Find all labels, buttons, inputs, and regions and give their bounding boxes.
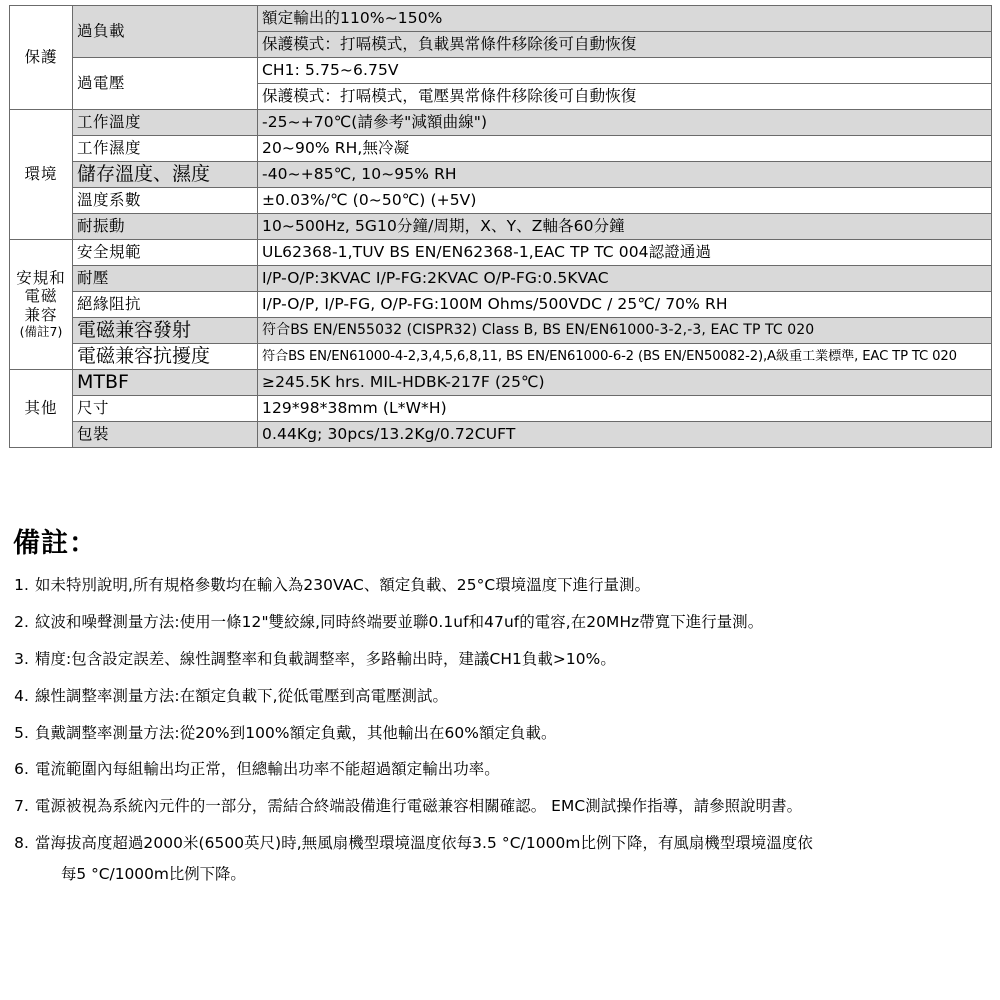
row-label-vibration: 耐振動 <box>73 214 258 240</box>
table-row <box>10 422 992 448</box>
note-item-8-continuation: 每5 °C/1000m比例下降。 <box>61 864 246 883</box>
table-row <box>10 110 992 136</box>
notes-section <box>9 528 991 885</box>
note-item-3 <box>9 641 991 678</box>
row-value-overvoltage-range: CH1: 5.75~6.75V <box>258 58 992 84</box>
row-label-overvoltage: 過電壓 <box>73 58 258 110</box>
row-label-mtbf: MTBF <box>73 370 258 396</box>
row-label-isolation-resistance: 絕緣阻抗 <box>73 292 258 318</box>
group-label-environment <box>10 110 73 240</box>
group-label-text: 其他 <box>24 399 58 418</box>
group-label-stack <box>14 269 68 340</box>
group-label-protection <box>10 6 73 110</box>
spec-table-body <box>10 6 992 448</box>
row-value-vibration: 10~500Hz, 5G10分鐘/周期，X、Y、Z軸各60分鐘 <box>258 214 992 240</box>
table-row <box>10 344 992 370</box>
row-label-emc-immunity: 電磁兼容抗擾度 <box>73 344 258 370</box>
note-text: 紋波和噪聲測量方法:使用一條12"雙絞線,同時終端要並聯0.1uf和47uf的電容,在20MHz帶寬下進行量測。 <box>35 613 764 632</box>
table-row <box>10 396 992 422</box>
row-value-isolation-resistance: I/P-O/P, I/P-FG, O/P-FG:100M Ohms/500VDC / 25℃/ 70% RH <box>258 292 992 318</box>
note-number: 7. <box>14 797 29 816</box>
group-label-text: 環境 <box>24 165 58 184</box>
table-row <box>10 266 992 292</box>
note-item-1 <box>9 567 991 604</box>
note-text: 負戴調整率測量方法:從20%到100%額定負戴，其他輸出在60%額定負載。 <box>35 723 557 742</box>
table-row <box>10 188 992 214</box>
note-text: 電流範圍內每組輸出均正常，但總輸出功率不能超過額定輸出功率。 <box>35 760 500 779</box>
group-label-line-2: 電磁 <box>24 287 58 306</box>
note-item-7 <box>9 788 991 825</box>
table-row <box>10 240 992 266</box>
row-value-storage-temp-humidity: -40~+85℃, 10~95% RH <box>258 162 992 188</box>
group-label-others <box>10 370 73 448</box>
note-item-5 <box>9 715 991 752</box>
row-label-safety-standards: 安全規範 <box>73 240 258 266</box>
row-value-dimension: 129*98*38mm (L*W*H) <box>258 396 992 422</box>
row-value-mtbf: ≥245.5K hrs. MIL-HDBK-217F (25℃) <box>258 370 992 396</box>
note-item-2 <box>9 604 991 641</box>
note-text: 如未特別說明,所有規格參數均在輸入為230VAC、額定負載、25°C環境溫度下進行量測。 <box>35 576 651 595</box>
note-number: 8. <box>14 833 29 852</box>
table-row <box>10 370 992 396</box>
note-text: 精度:包含設定誤差、線性調整率和負載調整率，多路輸出時，建議CH1負載>10%。 <box>35 649 616 668</box>
table-row <box>10 292 992 318</box>
note-number: 2. <box>14 613 29 632</box>
table-row <box>10 58 992 84</box>
note-text: 當海拔高度超過2000米(6500英尺)時,無風扇機型環境溫度依每3.5 °C/1000m比例下降，有風扇機型環境溫度依 <box>35 833 813 852</box>
row-value-temp-coefficient: ±0.03%/℃ (0~50℃) (+5V) <box>258 188 992 214</box>
notes-heading: 備註： <box>13 528 97 559</box>
table-row <box>10 136 992 162</box>
group-label-text: 保護 <box>24 48 58 67</box>
row-label-packing: 包裝 <box>73 422 258 448</box>
row-label-emc-emission: 電磁兼容發射 <box>73 318 258 344</box>
row-label-withstand-voltage: 耐壓 <box>73 266 258 292</box>
row-value-working-humidity: 20~90% RH,無冷凝 <box>258 136 992 162</box>
row-value-withstand-voltage: I/P-O/P:3KVAC I/P-FG:2KVAC O/P-FG:0.5KVAC <box>258 266 992 292</box>
specification-table <box>9 5 992 448</box>
row-label-dimension: 尺寸 <box>73 396 258 422</box>
note-number: 4. <box>14 686 29 705</box>
row-value-working-temperature: -25~+70℃(請參考"減額曲線") <box>258 110 992 136</box>
table-row <box>10 6 992 32</box>
row-label-overload: 過負載 <box>73 6 258 58</box>
note-item-4 <box>9 678 991 715</box>
group-label-line-1: 安規和 <box>16 269 66 288</box>
note-text: 電源被視為系統內元件的一部分，需結合終端設備進行電磁兼容相關確認。 EMC測試操作指導，請參照說明書。 <box>35 797 803 816</box>
row-value-emc-immunity: 符合BS EN/EN61000-4-2,3,4,5,6,8,11, BS EN/EN61000-6-2 (BS EN/EN50082-2),A級重工業標準, EAC TP TC 020 <box>258 344 992 370</box>
row-label-working-humidity: 工作濕度 <box>73 136 258 162</box>
note-number: 6. <box>14 760 29 779</box>
note-number: 3. <box>14 649 29 668</box>
row-label-temp-coefficient: 溫度系數 <box>73 188 258 214</box>
note-number: 5. <box>14 723 29 742</box>
row-value-emc-emission: 符合BS EN/EN55032 (CISPR32) Class B, BS EN/EN61000-3-2,-3, EAC TP TC 020 <box>258 318 992 344</box>
row-value-overload-range: 額定輸出的110%~150% <box>258 6 992 32</box>
group-label-line-3: 兼容 <box>24 305 58 324</box>
table-row <box>10 214 992 240</box>
row-label-working-temperature: 工作溫度 <box>73 110 258 136</box>
note-text: 線性調整率測量方法:在額定負載下,從低電壓到高電壓測試。 <box>35 686 449 705</box>
row-value-overload-mode: 保護模式：打嗝模式，負載異常條件移除後可自動恢復 <box>258 32 992 58</box>
group-label-footnote: (備註7) <box>19 324 63 340</box>
row-label-storage-temp-humidity: 儲存溫度、濕度 <box>73 162 258 188</box>
row-value-overvoltage-mode: 保護模式：打嗝模式，電壓異常條件移除後可自動恢復 <box>258 84 992 110</box>
note-item-6 <box>9 751 991 788</box>
table-row <box>10 318 992 344</box>
table-row <box>10 162 992 188</box>
row-value-packing: 0.44Kg; 30pcs/13.2Kg/0.72CUFT <box>258 422 992 448</box>
note-item-8 <box>9 825 991 862</box>
row-value-safety-standards: UL62368-1,TUV BS EN/EN62368-1,EAC TP TC 004認證通過 <box>258 240 992 266</box>
note-number: 1. <box>14 576 29 595</box>
group-label-safety-emc <box>10 240 73 370</box>
